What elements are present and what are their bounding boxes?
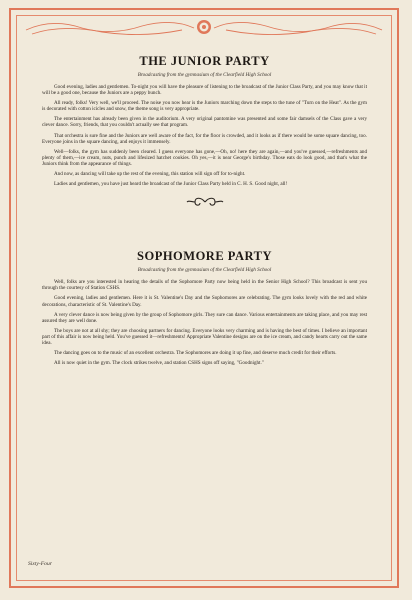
sophomore-paragraph: Good evening, ladies and gentlemen. Here it is St. Valentine's Day and the Sophomores are celebrating. The gym looks lovely with the red and white decorations, characteristic of St. Valentine's Day.	[42, 295, 367, 308]
junior-paragraph: Well—folks, the gym has suddenly been cleared. I guess everyone has gone,—Oh, no! here they are again,—and you've guessed,—refreshments and plenty of them,—ice cream, nuts, punch and lifesized hatchet cookies. Oh yes,—it is near George's birthday. Those eats do look good, and that's what the Juniors think from the appearance of things.	[42, 148, 367, 167]
junior-party-subtitle: Broadcasting from the gymnasium of the Clearfield High School	[137, 72, 272, 78]
sophomore-party-subtitle: Broadcasting from the gymnasium of the Clearfield High School	[137, 267, 272, 274]
section-divider-ornament	[42, 195, 367, 209]
page-content	[42, 54, 367, 370]
junior-paragraph: The entertainment has already been given in the auditorium. A very original pantomine was presented and some fair damsels of the Class gave a very clever dance. Sorry, friends, that you couldn't actually see that program.	[42, 116, 367, 129]
junior-party-title: THE JUNIOR PARTY	[139, 54, 270, 68]
sophomore-party-section	[42, 249, 367, 366]
sophomore-paragraph: All is now quiet in the gym. The clock strikes twelve, and station CSHS signs off saying, "Goodnight."	[54, 360, 264, 367]
junior-paragraph: Ladies and gentlemen, you have just heard the broadcast of the Junior Class Party held in C. H. S. Good night, all!	[54, 181, 288, 188]
sophomore-paragraph: A very clever dance is now being given by the group of Sophomore girls. They sure can dance. Various entertainments are taking place, and you may rest assured they are well done.	[42, 311, 367, 324]
sophomore-party-title: SOPHOMORE PARTY	[137, 249, 272, 264]
junior-paragraph: And now, as dancing will take up the rest of the evening, this station will sign off for to-night.	[54, 171, 246, 178]
junior-party-section	[42, 54, 367, 187]
junior-paragraph: All ready, folks! Very well, we'll proceed. The noise you now hear is the Juniors marching down the steps to the tune of "Turn on the Heat". As the gym is decorated with cotton icicles and snow, the theme song is very appropriate.	[42, 100, 367, 113]
decorative-frieze	[22, 16, 386, 38]
junior-paragraph: Good evening, ladies and gentlemen. To-night you will have the pleasure of listening to the broadcast of the Junior Class Party, and you may know that it will be a good one, because the Juniors are a peppy bunch.	[42, 84, 367, 97]
sophomore-paragraph: The dancing goes on to the music of an excellent orchestra. The Sophomores are doing it up fine, and deserve much credit for their efforts.	[54, 350, 337, 357]
scroll-ornament-icon	[185, 196, 225, 208]
sophomore-paragraph: Well, folks are you interested in hearing the details of the Sophomore Party now being held in the Senior High School? This broadcast is sent you through the courtesy of Station CSHS.	[42, 279, 367, 292]
page-number-label: Sixty-Four	[28, 561, 52, 567]
sophomore-paragraph: The boys are not at all shy; they are choosing partners for dancing. Everyone looks very charming and is having the best of times. I believe an important part of this affair is now being held. You've guessed it—refreshments! Appropriate Valentine designs are on the ice cream, and candy hearts carry out the same idea.	[42, 327, 367, 346]
junior-paragraph: That orchestra is sure fine and the Juniors are well aware of the fact, for the floor is crowded, and it looks as if there would be some square dancing, too. Everyone joins in the square dancing, and enjoys it immensely.	[42, 132, 367, 145]
